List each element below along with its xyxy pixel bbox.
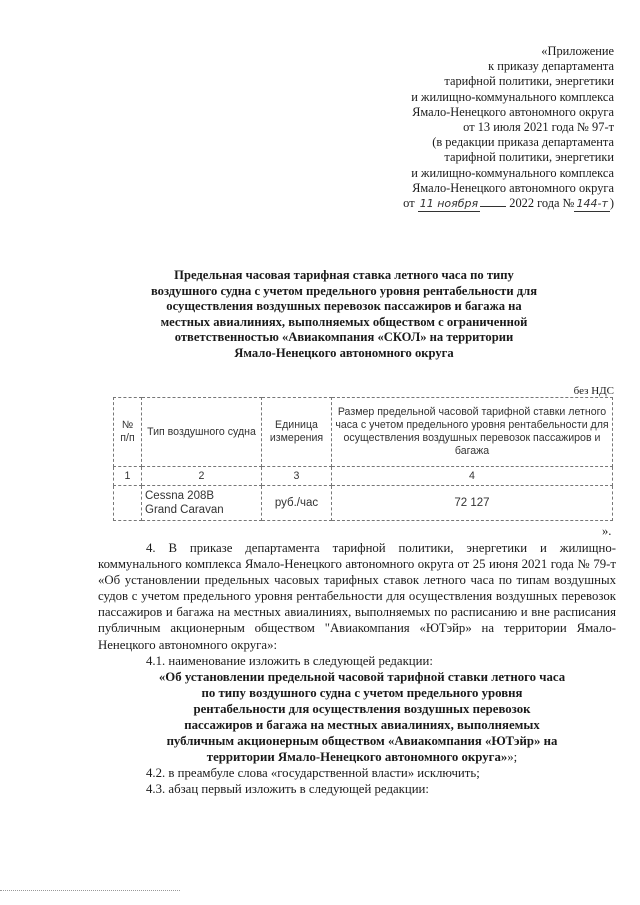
row-aircraft — [142, 486, 262, 521]
table-header-row — [114, 398, 613, 467]
title-line: Предельная часовая тарифная ставка летного часа по типу — [174, 268, 514, 282]
new-title-line: публичным акционерным обществом «Авиакомпания «ЮТэйр» на — [166, 733, 558, 748]
new-title-tail: »; — [507, 749, 518, 764]
title-line: осуществления воздушных перевозок пассажиров и багажа на — [166, 299, 522, 314]
aircraft-model: Cessna 208B — [145, 490, 215, 502]
title-line: местных авиалиниях, выполняемых обществом с ограниченной — [160, 314, 528, 329]
appendix-line: тарифной политики, энергетики — [444, 74, 614, 89]
new-title-block — [98, 669, 616, 765]
appendix-line: Ямало-Ненецкого автономного округа — [412, 180, 614, 195]
appendix-line: (в редакции приказа департамента — [432, 135, 614, 150]
handwritten-date: 11 ноября — [418, 196, 480, 212]
blank-underline — [480, 206, 506, 207]
paragraph-4-1: 4.1. наименование изложить в следующей редакции: — [146, 653, 433, 668]
appendix-line: и жилищно-коммунального комплекса — [411, 165, 614, 180]
appendix-line: тарифной политики, энергетики — [444, 150, 614, 165]
title-line: ответственностью «Авиакомпания «СКОЛ» на территории — [174, 330, 514, 345]
numbering-cell: 4 — [332, 467, 613, 486]
header-aircraft-type: Тип воздушного судна — [142, 398, 262, 467]
header-rate: Размер предельной часовой тарифной ставки летного часа с учетом предельного уровня рентабельности для осуществления воздушных перевозок пассажиров и багажа — [332, 398, 613, 467]
paragraph-4-3: 4.3. абзац первый изложить в следующей редакции: — [146, 781, 429, 796]
numbering-cell: 2 — [142, 467, 262, 486]
new-title-line: по типу воздушного судна с учетом предельного уровня — [201, 685, 523, 700]
footnote-rule — [0, 890, 180, 891]
vat-note: без НДС — [573, 385, 614, 397]
appendix-line: от 13 июля 2021 года № 97-т — [463, 120, 614, 135]
appendix-line: «Приложение — [541, 44, 614, 58]
appendix-year: 2022 года № — [509, 196, 575, 211]
new-title-line: рентабельности для осуществления воздушных перевозок — [193, 701, 531, 716]
document-body — [98, 540, 616, 797]
end-quote: ». — [602, 524, 612, 538]
new-title-last-line — [108, 749, 616, 765]
paragraph-4-2: 4.2. в преамбуле слова «государственной власти» исключить; — [146, 765, 480, 780]
row-rate: 72 127 — [332, 486, 613, 521]
header-number: № п/п — [114, 398, 142, 467]
appendix-last-line — [314, 196, 614, 212]
appendix-line: и жилищно-коммунального комплекса — [411, 89, 614, 104]
numbering-cell: 1 — [114, 467, 142, 486]
table-numbering-row — [114, 467, 613, 486]
table-row — [114, 486, 613, 521]
appendix-header — [314, 44, 614, 212]
appendix-line: к приказу департамента — [488, 59, 614, 74]
header-unit: Единица измерения — [262, 398, 332, 467]
aircraft-variant: Grand Caravan — [145, 504, 224, 516]
row-number — [114, 486, 142, 521]
appendix-line: Ямало-Ненецкого автономного округа — [412, 104, 614, 119]
document-title — [120, 268, 568, 362]
title-line: Ямало-Ненецкого автономного округа — [234, 345, 454, 360]
appendix-suffix: ) — [609, 196, 614, 211]
appendix-prefix: от — [403, 196, 415, 211]
rate-table — [113, 397, 613, 521]
handwritten-number: 144-т — [574, 196, 609, 212]
row-unit: руб./час — [262, 486, 332, 521]
paragraph-4: 4. В приказе департамента тарифной политики, энергетики и жилищно-коммунального комплекса Ямало-Ненецкого автономного округа от 25 июня 2021 года № 79-т «Об установлении предельных часовых тарифных ставок летного часа по типам воздушных судов с учетом предельного уровня рентабельности для осуществления воздушных перевозок пассажиров и багажа на местных авиалиниях, выполняемых по расписанию и вне расписания публичным акционерным обществом "Авиакомпания «ЮТэйр» на территории Ямало-Ненецкого автономного округа»: — [98, 541, 616, 652]
title-line: воздушного судна с учетом предельного уровня рентабельности для — [150, 283, 538, 298]
new-title-line: «Об установлении предельной часовой тарифной ставки летного часа — [158, 669, 566, 684]
new-title-line: территории Ямало-Ненецкого автономного округа» — [206, 749, 508, 764]
numbering-cell: 3 — [262, 467, 332, 486]
new-title-line: пассажиров и багажа на местных авиалиниях, выполняемых — [184, 717, 540, 732]
